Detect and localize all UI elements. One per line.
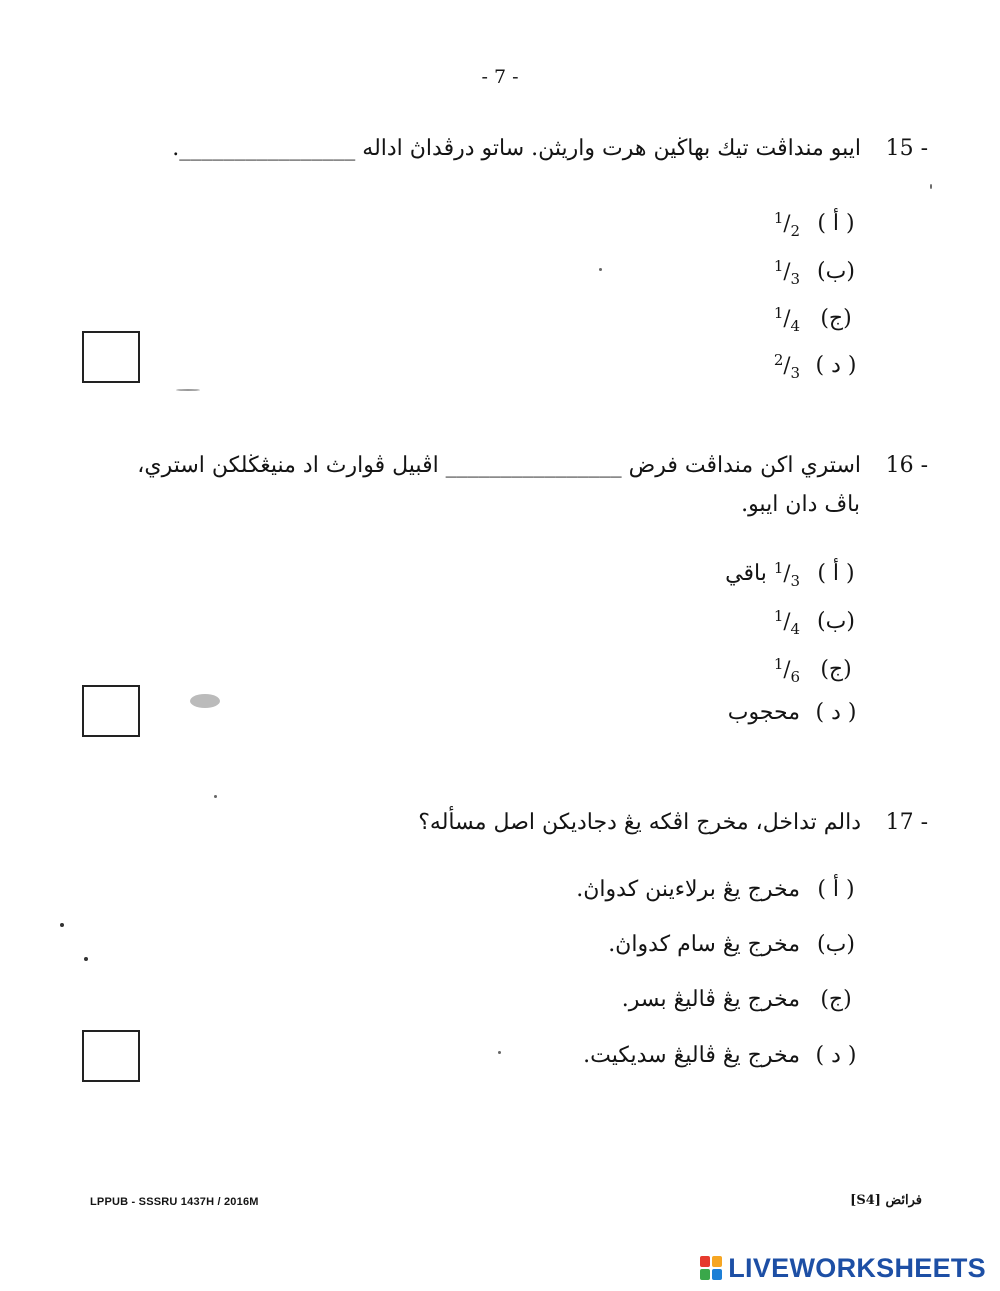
question-16 [137, 453, 928, 478]
scan-speck [930, 184, 932, 189]
option-a: ( أ ) $^1/_3$ باقي [725, 550, 865, 586]
fraction: $^1/_3$ [773, 257, 800, 288]
answer-box-16[interactable] [82, 685, 140, 737]
question-number: 17 - [885, 810, 928, 835]
fraction: $^1/_4$ [773, 304, 800, 335]
option-c: (ج) $^1/_6$ [774, 646, 865, 682]
question-text-continued: باڤ دان ايبو. [741, 492, 860, 517]
brand-text: LIVEWORKSHEETS [728, 1252, 986, 1283]
scan-speck [176, 389, 200, 391]
question-text: استري اکن منداڤت فرض ________________ اڤبيل ڤوارث اد منيڠڬلکن استري، [137, 453, 861, 478]
fraction: $^1/_3$ [773, 559, 800, 590]
option-text: مخرج يڠ ڤاليڠ سديکيت. [583, 1043, 800, 1068]
question-number: 15 - [885, 136, 928, 161]
question-15 [172, 136, 928, 161]
scan-speck [190, 694, 220, 708]
option-text: محجوب [727, 700, 800, 725]
option-b: (ب) مخرج يڠ سام کدواڽ. [608, 927, 865, 963]
option-d: ( د ) محجوب [728, 695, 865, 731]
scan-speck [60, 923, 64, 927]
question-text: دالم تداخل، مخرج اڤکه يڠ دجاديکن اصل مسأله؟ [418, 810, 861, 835]
question-17 [418, 810, 928, 835]
scan-speck [498, 1051, 501, 1054]
option-text: باقي [725, 561, 767, 586]
question-text: ايبو منداڤت تيك بهاڬين هرت واريثن. ساتو درڤداڽ اداله ________________. [172, 136, 861, 161]
scan-speck [214, 795, 217, 798]
liveworksheets-logo-icon [700, 1256, 722, 1280]
option-b: (ب) $^1/_3$ [774, 248, 865, 284]
option-c: (ج) $^1/_4$ [774, 295, 865, 331]
option-a: ( أ ) مخرج يڠ برلاءينن کدواڽ. [576, 872, 865, 908]
answer-box-15[interactable] [82, 331, 140, 383]
question-number: 16 - [885, 453, 928, 478]
fraction: $^1/_6$ [773, 655, 800, 686]
option-c: (ج) مخرج يڠ ڤاليڠ بسر. [622, 982, 865, 1018]
footer-code: LPPUB - SSSRU 1437H / 2016M [90, 1196, 259, 1208]
option-d: ( د ) مخرج يڠ ڤاليڠ سديکيت. [583, 1038, 865, 1074]
page-number: - 7 - [481, 66, 519, 88]
option-b: (ب) $^1/_4$ [774, 598, 865, 634]
option-text: مخرج يڠ سام کدواڽ. [608, 932, 800, 957]
liveworksheets-brand[interactable] [700, 1252, 986, 1284]
footer-subject: فرائض [S4] [850, 1193, 922, 1208]
fraction: $^1/_4$ [773, 607, 800, 638]
fraction: $^2/_3$ [773, 351, 800, 382]
option-text: مخرج يڠ برلاءينن کدواڽ. [576, 877, 800, 902]
option-a: ( أ ) $^1/_2$ [774, 200, 865, 236]
answer-box-17[interactable] [82, 1030, 140, 1082]
option-text: مخرج يڠ ڤاليڠ بسر. [621, 987, 800, 1012]
option-d: ( د ) $^2/_3$ [774, 342, 865, 378]
fraction: $^1/_2$ [773, 209, 800, 240]
scan-speck [599, 268, 602, 271]
scan-speck [84, 957, 88, 961]
